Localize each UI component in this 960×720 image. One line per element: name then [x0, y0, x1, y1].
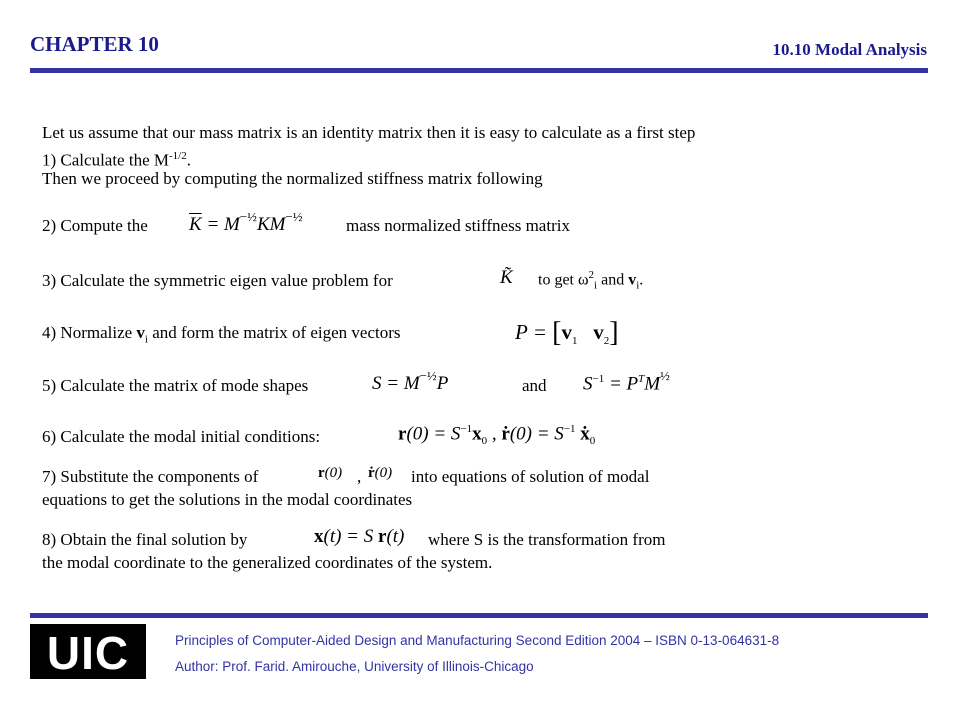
step-5-label: 5) Calculate the matrix of mode shapes: [42, 376, 309, 395]
step-4-vsub: i: [144, 333, 148, 346]
intro-text: Let us assume that our mass matrix is an identity matrix then it is easy to calculate as a first step: [42, 123, 696, 142]
step-8-continuation: where S is the transformation from: [428, 530, 666, 549]
proceed-text: Then we proceed by computing the normalized stiffness matrix following: [42, 169, 543, 188]
eigenvector-symbol: v: [628, 271, 637, 289]
footer-author: Author: Prof. Farid. Amirouche, University of Illinois-Chicago: [175, 659, 534, 674]
step-7-continuation: into equations of solution of modal: [411, 467, 650, 486]
step-7-comma: ,: [357, 467, 362, 486]
footer-book-info: Principles of Computer-Aided Design and Manufacturing Second Edition 2004 – ISBN 0-13-064631-8: [175, 633, 780, 648]
header-rule: [30, 68, 928, 73]
step-4-v: v: [136, 323, 145, 342]
eigenvector-matrix-equation: $P = [v_1$ $v_2$]: [515, 317, 619, 348]
r0-symbol: r(0): [318, 465, 343, 481]
stiffness-normalization-equation: $\overline{K} = M^{-\frac{1}{2}}KM^{-\frac{1}{2}}$: [189, 209, 303, 235]
step-1-exponent: -1/2: [169, 150, 187, 162]
step-2-description: mass normalized stiffness matrix: [346, 216, 570, 235]
mode-shape-equation: $S = M^{-\frac{1}{2}}P$: [372, 368, 449, 394]
eigenvector-subscript: i: [636, 279, 640, 292]
step-6-label: 6) Calculate the modal initial conditions:: [42, 427, 321, 446]
step-4-prefix: 4) Normalize: [42, 323, 137, 342]
uic-logo-text: UIC: [46, 627, 130, 679]
step-1-text: 1) Calculate the M: [42, 150, 169, 170]
uic-logo: [30, 624, 146, 679]
omega-exponent: 2: [588, 269, 595, 281]
step-8-line-2: the modal coordinate to the generalized coordinates of the system.: [42, 553, 493, 572]
rdot0-symbol: ṙ(0): [368, 465, 393, 481]
final-solution-equation: x(t) = S r(t): [314, 526, 405, 547]
step-3-result: [538, 265, 643, 296]
inverse-mode-shape-equation: $S^{-1} = P^TM^{\frac{1}{2}}$: [583, 368, 670, 395]
step-4-label: [42, 323, 401, 349]
step-4-suffix: and form the matrix of eigen vectors: [147, 323, 401, 342]
step-3-to-get: to get ω: [538, 271, 589, 289]
step-7-label: 7) Substitute the components of: [42, 467, 259, 486]
omega-subscript: i: [594, 279, 598, 292]
section-title: 10.10 Modal Analysis: [772, 40, 927, 59]
footer-rule: [30, 613, 928, 618]
step-2-label: 2) Compute the: [42, 216, 148, 235]
step-1: [42, 146, 191, 171]
step-3-and: and: [597, 271, 629, 289]
step-3-period: .: [639, 271, 644, 289]
step-1-period: .: [186, 150, 191, 170]
step-7-line-2: equations to get the solutions in the modal coordinates: [42, 490, 413, 509]
step-3-label: 3) Calculate the symmetric eigen value problem for: [42, 271, 393, 290]
step-5-and: and: [522, 376, 547, 395]
modal-initial-conditions-equation: $r(0) = S^{-1}x_0$ , ṙ(0) = $S^{-1}$ ẋ$_0$: [398, 423, 596, 448]
chapter-title: CHAPTER 10: [30, 32, 159, 56]
k-tilde-symbol: K̃: [500, 267, 513, 288]
step-8-label: 8) Obtain the final solution by: [42, 530, 248, 549]
